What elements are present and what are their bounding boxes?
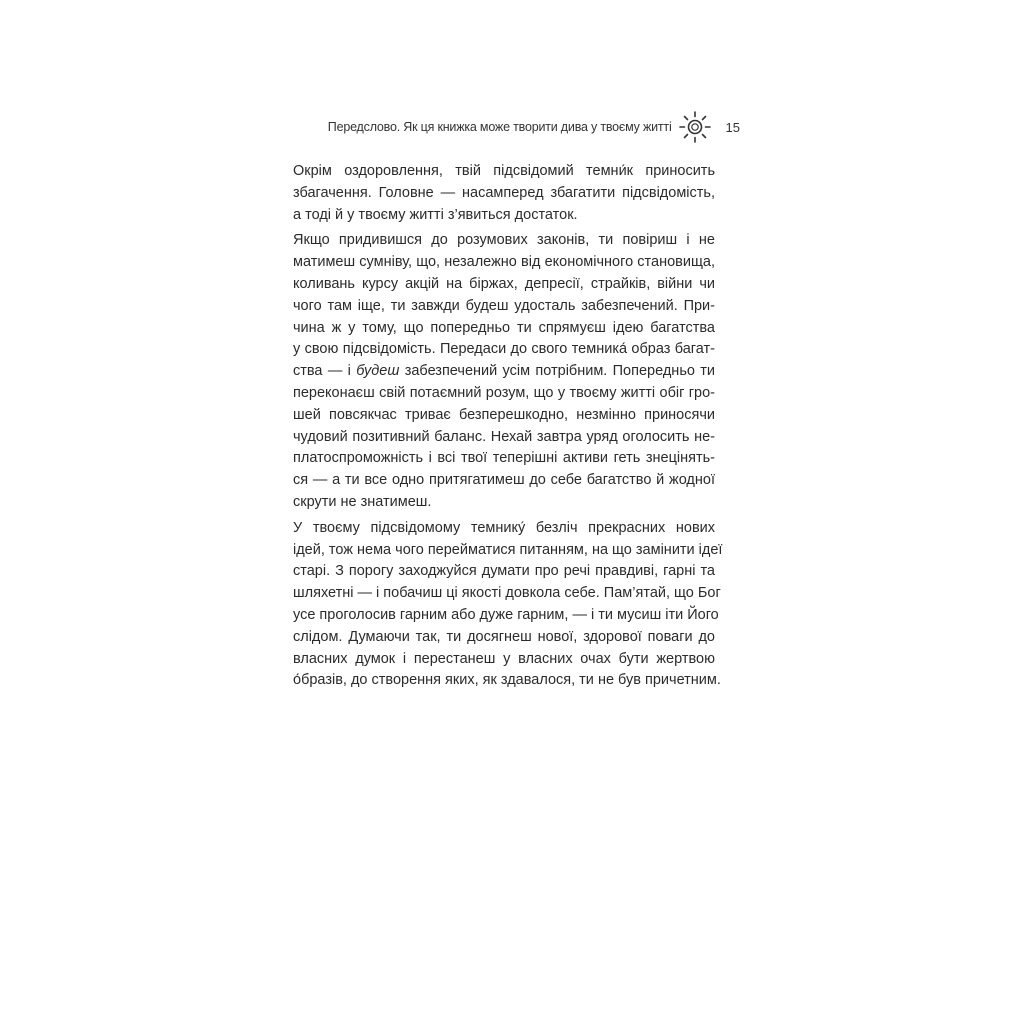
text-line: слідом. Думаючи так, ти досягнеш нової, здорової поваги до (293, 628, 715, 645)
text-line: чудовий позитивний баланс. Нехай завтра уряд оголосить не- (293, 428, 715, 445)
page-number: 15 (725, 119, 740, 135)
text-line: шей повсякчас триває безперешкодно, незмінно приносячи (293, 406, 715, 423)
paragraph-1 (277, 161, 715, 226)
text-line: Окрім оздоровлення, твій підсвідомий темни́к приносить (293, 163, 715, 179)
text-line: у свою підсвідомість. Передаси до свого темника́ образ багат- (293, 341, 715, 358)
text-line: о́бразів, до створення яких, як здавалося, ти не був причетним. (293, 672, 721, 689)
text-line: Якщо придивишся до розумових законів, ти повіриш і не (293, 232, 715, 249)
running-header (300, 110, 740, 144)
text-line: ся — а ти все одно притягатимеш до себе багатство й жодної (293, 472, 715, 489)
text-line: шляхетні — і побачиш ці якості довкола себе. Пам’ятай, що Бог (293, 585, 721, 602)
text-line: збагачення. Головне — насамперед збагатити підсвідомість, (293, 184, 715, 201)
body-text (277, 161, 723, 696)
running-header-title: Передслово. Як ця книжка може творити дива у твоєму житті (327, 120, 672, 134)
text-line: коливань курсу акцій на біржах, депресії, страйків, війни чи (293, 275, 715, 292)
text-line: а тоді й у твоєму житті з’явиться достаток. (293, 206, 578, 223)
text-line: усе проголосив гарним або дуже гарним, — і ти мусиш іти Його (293, 606, 719, 623)
text-line: платоспроможність і всі твої теперішні активи геть знецінять- (293, 450, 715, 467)
emphasized-word: будеш (356, 363, 400, 380)
text-line: переконаєш свій потаємний розум, що у твоєму житті обіг гро- (293, 384, 715, 401)
text-line-with-emphasis: ства — і будеш забезпечений усім потрібним. Попередньо ти (293, 363, 715, 380)
text-line: власних думок і перестанеш у власних очах бути жертвою (293, 650, 715, 667)
text-line: ідей, тож нема чого перейматися питанням, на що замінити ідеї (293, 541, 723, 558)
text-line: чина ж у тому, що попередньо ти спрямуєш ідею багатства (293, 319, 715, 336)
text-line: скрути не знатимеш. (293, 493, 432, 510)
text-line: матимеш сумніву, що, незалежно від економічного становища, (293, 254, 715, 271)
text-line: У твоєму підсвідомому темнику́ безліч прекрасних нових (293, 519, 715, 536)
text-line: чого там іще, ти завжди будеш удосталь забезпечений. При- (293, 297, 715, 314)
text-line: старі. З порогу заходжуйся думати про речі правдиві, гарні та (293, 563, 715, 580)
sun-icon (678, 110, 712, 144)
paragraph-3 (277, 518, 723, 692)
paragraph-2 (277, 230, 715, 513)
